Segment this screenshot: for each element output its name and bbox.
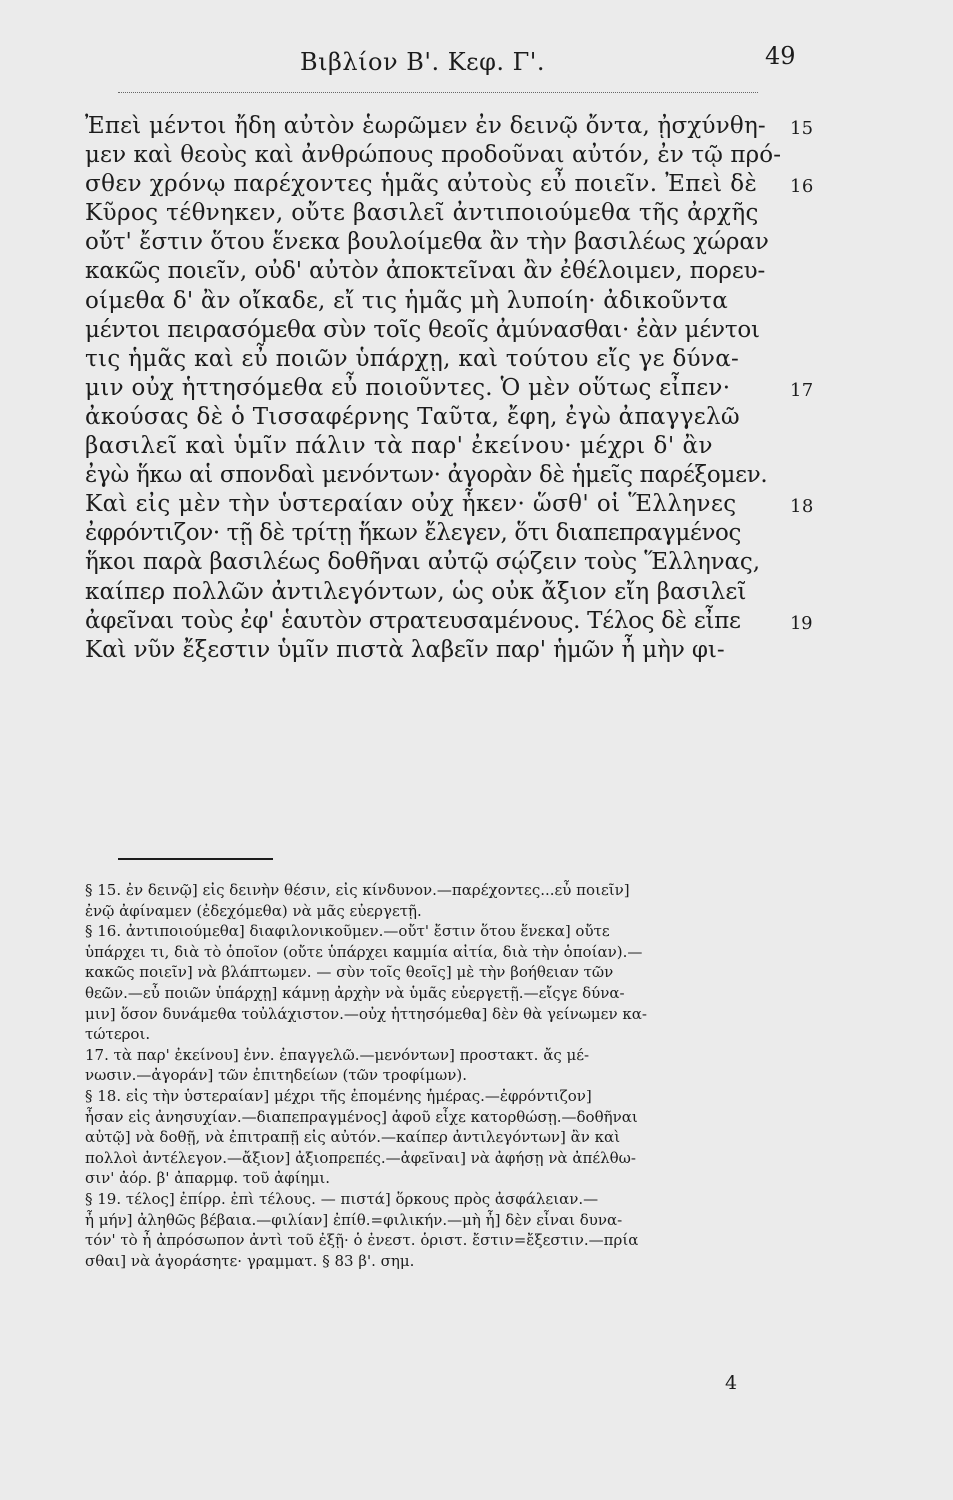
text-line: ἐφρόντιζον· τῇ δὲ τρίτῃ ἥκων ἔλεγεν, ὅτι διαπεπραγμένος xyxy=(85,520,741,547)
footnote-line: τώτεροι. xyxy=(85,1025,151,1044)
footnotes xyxy=(85,880,823,1271)
page-number: 49 xyxy=(765,42,796,70)
footnote-line: θεῶν.—εὖ ποιῶν ὑπάρχῃ] κάμνῃ ἀρχὴν νὰ ὑμᾶς εὐεργετῇ.—εἴςγε δύνα- xyxy=(85,983,625,1002)
text-line: ἥκοι παρὰ βασιλέως δοθῆναι αὐτῷ σῴζειν τοὺς Ἕλληνας, xyxy=(85,549,760,576)
text-line: Ἐπεὶ μέντοι ἤδη αὐτὸν ἑωρῶμεν ἐν δεινῷ ὄντα, ᾐσχύνθη- 15 xyxy=(85,112,775,141)
footnote-line: ἦσαν εἰς ἀνησυχίαν.—διαπεπραγμένος] ἀφοῦ εἶχε κατορθώσῃ.—δοθῆναι xyxy=(85,1107,638,1126)
footnote-line: ὑπάρχει τι, διὰ τὸ ὁποῖον (οὔτε ὑπάρχει καμμία αἰτία, διὰ τὴν ὁποίαν).— xyxy=(85,942,643,961)
text-line: καίπερ πολλῶν ἀντιλεγόντων, ὡς οὐκ ἄξιον εἴη βασιλεῖ xyxy=(85,578,747,605)
footnote-line: αὐτῷ] νὰ δοθῇ, νὰ ἐπιτραπῇ εἰς αὐτόν.—καίπερ ἀντιλεγόντων] ἂν καὶ xyxy=(85,1128,621,1147)
footnote-line: § 15. ἐν δεινῷ] εἰς δεινὴν θέσιν, εἰς κίνδυνον.—παρέχοντες...εὖ ποιεῖν] xyxy=(85,881,630,899)
footnote-line: ἐνῷ ἀφίναμεν (ἐδεχόμεθα) νὰ μᾶς εὐεργετῇ. xyxy=(85,901,422,920)
running-title: Βιβλίον Β'. Κεφ. Γ'. xyxy=(300,48,546,76)
section-number: 17 xyxy=(790,379,814,401)
text-line: ἀκούσας δὲ ὁ Τισσαφέρνης Ταῦτα, ἔφη, ἐγὼ ἀπαγγελῶ xyxy=(85,403,740,430)
text-line: μέντοι πειρασόμεθα σὺν τοῖς θεοῖς ἀμύνασθαι· ἐὰν μέντοι xyxy=(85,316,760,343)
header-rule xyxy=(118,92,758,93)
text-line: βασιλεῖ καὶ ὑμῖν πάλιν τὰ παρ' ἐκείνου· μέχρι δ' ἂν xyxy=(85,433,713,460)
text-line: σθεν χρόνῳ παρέχοντες ἡμᾶς αὐτοὺς εὖ ποιεῖν. Ἐπεὶ δὲ 16 xyxy=(85,170,775,199)
footnote-line: κακῶς ποιεῖν] νὰ βλάπτωμεν. — σὺν τοῖς θεοῖς] μὲ τὴν βοήθειαν τῶν xyxy=(85,963,614,982)
section-number: 19 xyxy=(790,612,813,634)
footnote-line: § 19. τέλος] ἐπίρρ. ἐπὶ τέλους. — πιστά] ὅρκους πρὸς ἀσφάλειαν.— xyxy=(85,1189,599,1208)
text-line: ἀφεῖναι τοὺς ἐφ' ἑαυτὸν στρατευσαμένους. Τέλος δὲ εἶπε 19 xyxy=(85,607,775,636)
signature-mark: 4 xyxy=(725,1372,738,1394)
text-line: ἐγὼ ἥκω αἱ σπονδαὶ μενόντων· ἀγορὰν δὲ ἡμεῖς παρέξομεν. xyxy=(85,462,768,489)
page-header xyxy=(0,42,953,88)
footnote-line: μιν] ὅσον δυνάμεθα τοὐλάχιστον.—οὐχ ἡττησόμεθα] δὲν θὰ γείνωμεν κα- xyxy=(85,1004,647,1023)
main-text xyxy=(85,112,814,665)
footnote-line: § 16. ἀντιποιούμεθα] διαφιλονικοῦμεν.—οὔτ' ἔστιν ὅτου ἕνεκα] οὔτε xyxy=(85,922,610,941)
footnote-line: σιν' ἀόρ. β' ἀπαρμφ. τοῦ ἀφίημι. xyxy=(85,1169,331,1188)
footnote-line: § 18. εἰς τὴν ὑστεραίαν] μέχρι τῆς ἐπομένης ἡμέρας.—ἐφρόντιζον] xyxy=(85,1086,592,1105)
footnote-line: ἦ μήν] ἀληθῶς βέβαια.—φιλίαν] ἐπίθ.=φιλικήν.—μὴ ἦ] δὲν εἶναι δυνα- xyxy=(85,1210,623,1229)
text-line: οὔτ' ἔστιν ὅτου ἕνεκα βουλοίμεθα ἂν τὴν βασιλέως χώραν xyxy=(85,229,769,256)
footnote-line: πολλοὶ ἀντέλεγον.—ἄξιον] ἀξιοπρεπές.—ἀφεῖναι] νὰ ἀφήσῃ νὰ ἀπέλθω- xyxy=(85,1148,636,1167)
footnote-line: νωσιν.—ἀγοράν] τῶν ἐπιτηδείων (τῶν τροφίμων). xyxy=(85,1066,467,1085)
text-line: μιν οὐχ ἡττησόμεθα εὖ ποιοῦντες. Ὁ μὲν οὕτως εἶπεν· 17 xyxy=(85,374,775,403)
text-line: μεν καὶ θεοὺς καὶ ἀνθρώπους προδοῦναι αὐτόν, ἐν τῷ πρό- xyxy=(85,142,782,169)
footnote-rule xyxy=(118,858,273,860)
text-line: τις ἡμᾶς καὶ εὖ ποιῶν ὑπάρχῃ, καὶ τούτου εἴς γε δύνα- xyxy=(85,345,740,372)
text-line: Καὶ εἰς μὲν τὴν ὑστεραίαν οὐχ ἧκεν· ὥσθ' οἱ Ἕλληνες 18 xyxy=(85,490,775,519)
text-line: Καὶ νῦν ἔξεστιν ὑμῖν πιστὰ λαβεῖν παρ' ἡμῶν ἦ μὴν φι- xyxy=(85,636,725,663)
section-number: 15 xyxy=(790,118,814,139)
section-number: 18 xyxy=(790,496,814,518)
text-line: κακῶς ποιεῖν, οὐδ' αὐτὸν ἀποκτεῖναι ἂν ἐθέλοιμεν, πορευ- xyxy=(85,258,766,285)
text-line: οίμεθα δ' ἂν οἴκαδε, εἴ τις ἡμᾶς μὴ λυποίη· ἀδικοῦντα xyxy=(85,287,728,314)
footnote-line: σθαι] νὰ ἀγοράσητε· γραμματ. § 83 β'. σημ. xyxy=(85,1251,415,1270)
footnote-line: τόν' τὸ ἦ ἀπρόσωπον ἀντὶ τοῦ ἐξῇ· ὁ ἐνεστ. ὁριστ. ἔστιν=ἔξεστιν.—πρία xyxy=(85,1231,639,1250)
section-number: 16 xyxy=(790,176,814,198)
footnote-line: 17. τὰ παρ' ἐκείνου] ἐνν. ἐπαγγελῶ.—μενόντων] προστακτ. ἄς μέ- xyxy=(85,1045,590,1064)
text-line: Κῦρος τέθνηκεν, οὔτε βασιλεῖ ἀντιποιούμεθα τῆς ἀρχῆς xyxy=(85,200,759,227)
